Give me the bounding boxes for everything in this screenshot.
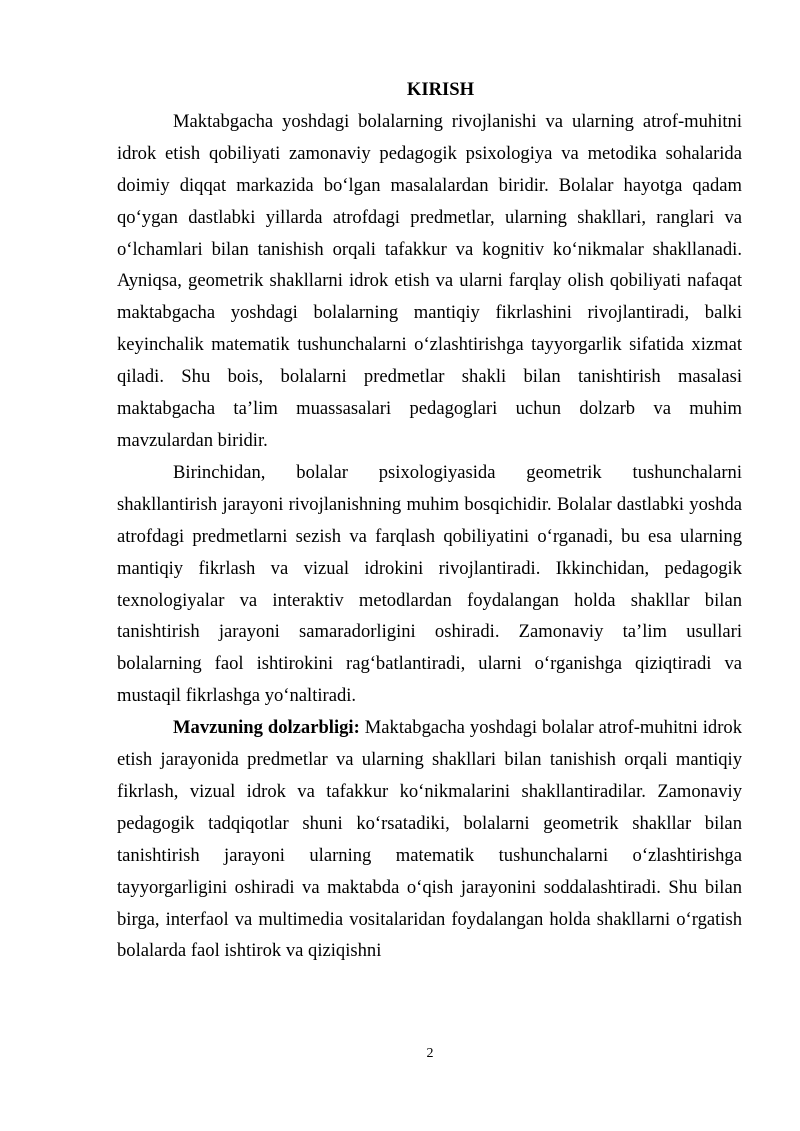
document-page bbox=[117, 74, 742, 967]
paragraph-intro: Maktabgacha yoshdagi bolalarning rivojlanishi va ularning atrof-muhitni idrok etish qobiliyati zamonaviy pedagogik psixologiya va metodika sohalarida doimiy diqqat markazida boʻlgan masalalardan biridir. Bolalar hayotga qadam qoʻygan dastlabki yillarda atrofdagi predmetlar, ularning shakllari, ranglari va oʻlchamlari bilan tanishish orqali tafakkur va kognitiv koʻnikmalar shakllanadi. Ayniqsa, geometrik shakllarni idrok etish va ularni farqlay olish qobiliyati nafaqat maktabgacha yoshdagi bolalarning mantiqiy fikrlashini rivojlantiradi, balki keyinchalik matematik tushunchalarni oʻzlashtirishga tayyorgarlik sifatida xizmat qiladi. Shu bois, bolalarni predmetlar shakli bilan tanishtirish masalasi maktabgacha taʼlim muassasalari pedagoglari uchun dolzarb va muhim mavzulardan biridir. bbox=[117, 110, 742, 451]
paragraph-relevance bbox=[117, 712, 742, 967]
relevance-lead: Mavzuning dolzarbligi: bbox=[173, 717, 360, 739]
page-number: 2 bbox=[426, 1046, 434, 1061]
page-title: KIRISH bbox=[406, 79, 475, 100]
paragraph-firstly: Birinchidan, bolalar psixologiyasida geometrik tushunchalarni shakllantirish jarayoni rivojlanishning muhim bosqichidir. Bolalar dastlabki yoshda atrofdagi predmetlarni sezish va farqlash qobiliyatini oʻrganadi, bu esa ularning mantiqiy fikrlash va vizual idrokini rivojlantiradi. Ikkinchidan, pedagogik texnologiyalar va interaktiv metodlardan foydalangan holda shakllar bilan tanishtirish jarayoni samaradorligini oshiradi. Zamonaviy taʼlim usullari bolalarning faol ishtirokini ragʻbatlantiradi, ularni oʻrganishga qiziqtiradi va mustaqil fikrlashga yoʻnaltiradi. bbox=[117, 461, 742, 707]
relevance-text: Maktabgacha yoshdagi bolalar atrof-muhitni idrok etish jarayonida predmetlar va ularning shakllari bilan tanishish orqali mantiqiy fikrlash, vizual idrok va tafakkur koʻnikmalarini shakllantiradilar. Zamonaviy pedagogik tadqiqotlar shuni koʻrsatadiki, bolalarni geometrik shakllar bilan tanishtirish jarayoni ularning matematik tushunchalarni oʻzlashtirishga tayyorgarligini oshiradi va maktabda oʻqish jarayonini soddalashtiradi. Shu bilan birga, interfaol va multimedia vositalaridan foydalangan holda shakllarni oʻrgatish bolalarda faol ishtirok va qiziqishni bbox=[117, 717, 742, 962]
